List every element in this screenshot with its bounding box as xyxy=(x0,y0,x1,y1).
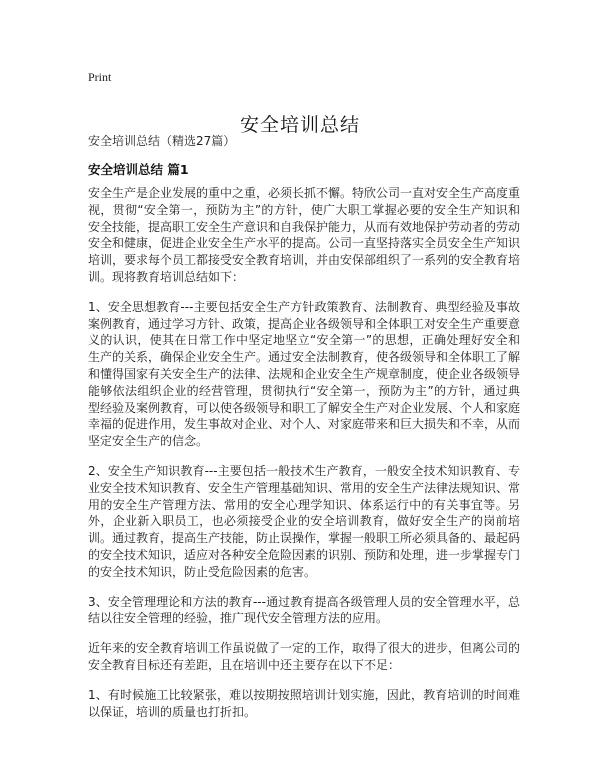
section-heading: 安全培训总结 篇1 xyxy=(88,162,189,177)
document-subtitle: 安全培训总结（精选27篇） xyxy=(88,134,236,148)
body-paragraph-intro: 安全生产是企业发展的重中之重，必须长抓不懈。特欣公司一直对安全生产高度重视，贯彻“安全第一，预防为主”的方针，使广大职工掌握必要的安全生产知识和安全技能，提高职工安全生产意识和自我保护能力，从而有效地保护劳动者的劳动安全和健康，促进企业安全生产水平的提高。公司一直坚持落实全员安全生产知识培训，要求每个员工都接受安全教育培训，并由安保部组织了一系列的安全教育培训。现将教育培训总结如下： xyxy=(88,186,521,284)
body-paragraph-1: 1、安全思想教育---主要包括安全生产方针政策教育、法制教育、典型经验及事故案例教育，通过学习方针、政策，提高企业各级领导和全体职工对安全生产重要意义的认识，使其在日常工作中坚定地坚立“安全第一”的思想，正确处理好安全和生产的关系，确保企业安全生产。通过安全法制教育，使各级领导和全体职工了解和懂得国家有关安全生产的法律、法规和企业安全生产规章制度，使企业各级领导能够依法组织企业的经营管理，贯彻执行“安全第一，预防为主”的方针，通过典型经验及案例教育，可以使各级领导和职工了解安全生产对企业发展、个人和家庭幸福的促进作用，发生事故对企业、对个人、对家庭带来和巨大损失和不幸，从而坚定安全生产的信念。 xyxy=(88,299,521,449)
body-paragraph-shortcomings: 近年来的安全教育培训工作虽说做了一定的工作，取得了很大的进步，但离公司的安全教育目标还有差距，且在培训中还主要存在以下不足： xyxy=(88,641,521,672)
body-paragraph-3: 3、安全管理理论和方法的教育---通过教育提高各级管理人员的安全管理水平，总结以往安全管理的经验，推广现代安全管理方法的应用。 xyxy=(88,594,520,626)
print-link[interactable]: Print xyxy=(88,70,112,84)
body-paragraph-2: 2、安全生产知识教育---主要包括一般技术生产教育，一般安全技术知识教育、专业安全技术知识教育、安全生产管理基础知识、常用的安全生产法律法规知识、常用的安全生产管理方法、常用的安全心理学知识、体系运行中的有关事宜等。另外，企业新入职员工，也必须接受企业的安全培训教育，做好安全生产的岗前培训。通过教育，提高生产技能，防止误操作，掌握一般职工所必须具备的、最起码的安全技术知识，适应对各种安全危险因素的识别、预防和处理，进一步掌握专门的安全技术知识，防止受危险因素的危害。 xyxy=(88,463,521,579)
article-body xyxy=(88,185,520,733)
page-title: 安全培训总结 xyxy=(239,113,360,136)
body-paragraph-shortcoming-1: 1、有时候施工比较紧张，难以按期按照培训计划实施，因此，教育培训的时间难以保证，培训的质量也打折扣。 xyxy=(88,687,520,719)
